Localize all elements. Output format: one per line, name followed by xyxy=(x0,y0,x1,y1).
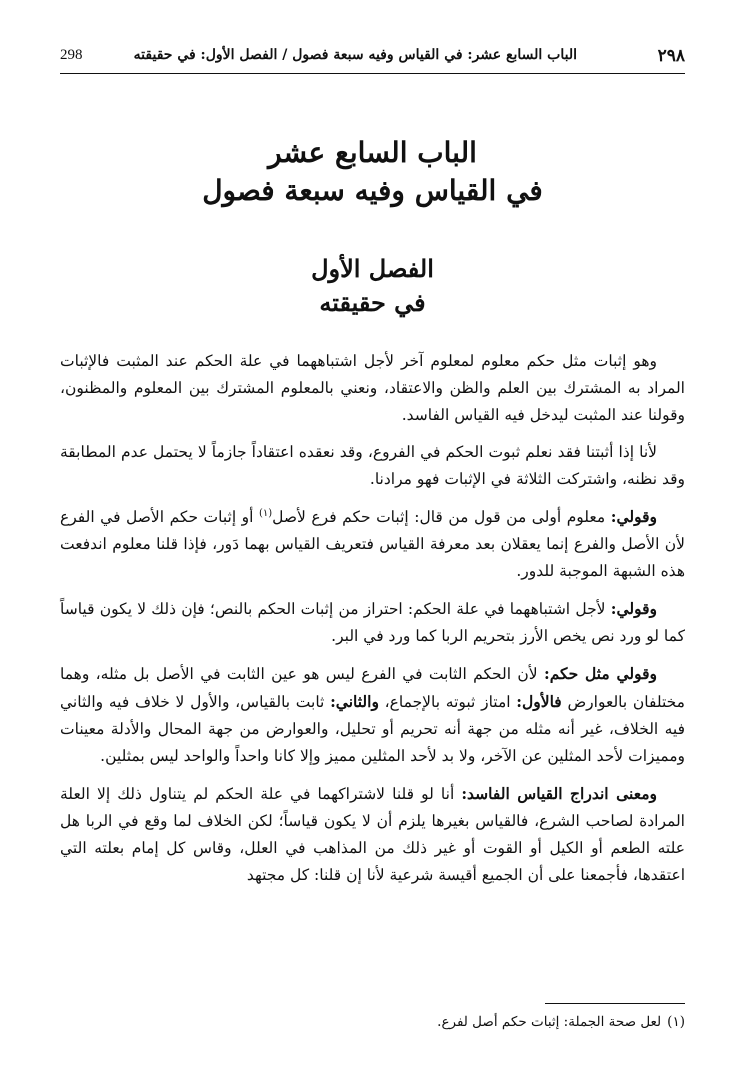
paragraph-text: ثابت بالقياس، والأول لا خلاف فيه والثاني فيه الخلاف، غير أنه مثله من جهة أنه تحريم أو تحليل، والعوارض من جهة المحال والأدلة معينات ومميزات لأحد المثلين عن الآخر، ولا بد لأحد المثلين مميز وإلا كانا واحداً والواحد ليس بمثلين. xyxy=(60,693,685,765)
running-header xyxy=(60,44,685,70)
footnote-text: لعل صحة الجملة: إثبات حكم أصل لفرع. xyxy=(437,1014,662,1030)
paragraph-known xyxy=(60,503,685,585)
paragraph-text: أنا لو قلنا لاشتراكهما في علة الحكم لم يتناول ذلك إلا العلة المرادة لصاحب الشرع، فالقياس بغيرها يلزم أن لا يكون قياساً؛ لكن الخلاف لما وقع في الربا هل علته الطعم أو الكيل أو القوت أو غير ذلك من المذاهب في العلل، وقاس كل إمام بعلته التي اعتقدها، فأجمعنا على أن الجميع أقيسة شرعية لأنا إن قلنا: كل مجتهد xyxy=(60,785,685,884)
paragraph-lead: ومعنى اندراج القياس الفاسد: xyxy=(461,784,657,803)
paragraph-definition: وهو إثبات مثل حكم معلوم لمعلوم آخر لأجل اشتباههما في علة الحكم عند المثبت فالإثبات المراد به المشترك بين العلم والظن والاعتقاد، ونعني بالمعلوم المشترك بين المعلوم والمظنون، وقولنا عند المثبت ليدخل فيه القياس الفاسد. xyxy=(60,352,685,424)
chapter-subtitle: في القياس وفيه سبعة فصول xyxy=(202,174,543,207)
footnote-reference[interactable]: (١) xyxy=(258,507,273,519)
section-subtitle: في حقيقته xyxy=(319,288,426,317)
paragraph-resemblance xyxy=(60,595,685,650)
footnote xyxy=(60,1011,685,1033)
running-title: الباب السابع عشر: في القياس وفيه سبعة فصول / الفصل الأول: في حقيقته xyxy=(133,47,577,63)
paragraph-text: معلوم أولى من قول من قال: إثبات حكم فرع لأصل xyxy=(272,508,611,526)
page-number-arabic: ٢٩٨ xyxy=(657,46,685,66)
paragraph-text: لأن الحكم الثابت في الفرع ليس هو عين الثابت في الأصل بل مثله، وهما مختلفان بالعوارض xyxy=(60,665,685,711)
paragraph-certainty: لأنا إذا أثبتنا فقد نعلم ثبوت الحكم في الفروع، وقد نعقده اعتقاداً جازماً لا يحتمل عدم المطابقة وقد نظنه، واشتركت الثلاثة في الإثبات فهو مرادنا. xyxy=(60,443,685,488)
chapter-title: الباب السابع عشر xyxy=(268,136,477,169)
paragraph-text: أو إثبات حكم الأصل في الفرع لأن الأصل والفرع إنما يعقلان بعد معرفة القياس فتعريف القياس بهما دَور، فإذا قلنا معلوم اندفعت هذه الشبهة الموجبة للدور. xyxy=(60,508,685,580)
body-text xyxy=(60,348,685,899)
paragraph-lead: وقولي: xyxy=(610,507,657,526)
paragraph-lead: وقولي مثل حكم: xyxy=(543,664,658,683)
paragraph-lead: وقولي: xyxy=(610,599,657,618)
paragraph-invalid-analogy xyxy=(60,780,685,889)
term-first: فالأول: xyxy=(516,692,562,711)
footnote-marker: (١) xyxy=(667,1014,685,1030)
header-divider xyxy=(60,73,685,74)
section-title: الفصل الأول xyxy=(311,254,434,283)
paragraph-text: امتاز ثبوته بالإجماع، xyxy=(378,693,517,711)
page-number-latin: 298 xyxy=(60,47,83,63)
paragraph-like-ruling xyxy=(60,660,685,770)
paragraph-text: لأجل اشتباههما في علة الحكم: احتراز من إثبات الحكم بالنص؛ فإن ذلك لا يكون قياساً كما لو ورد نص يخص الأرز بتحريم الربا كما ورد في البر. xyxy=(60,600,685,645)
term-second: والثاني: xyxy=(330,692,379,711)
footnote-divider xyxy=(545,1003,685,1004)
